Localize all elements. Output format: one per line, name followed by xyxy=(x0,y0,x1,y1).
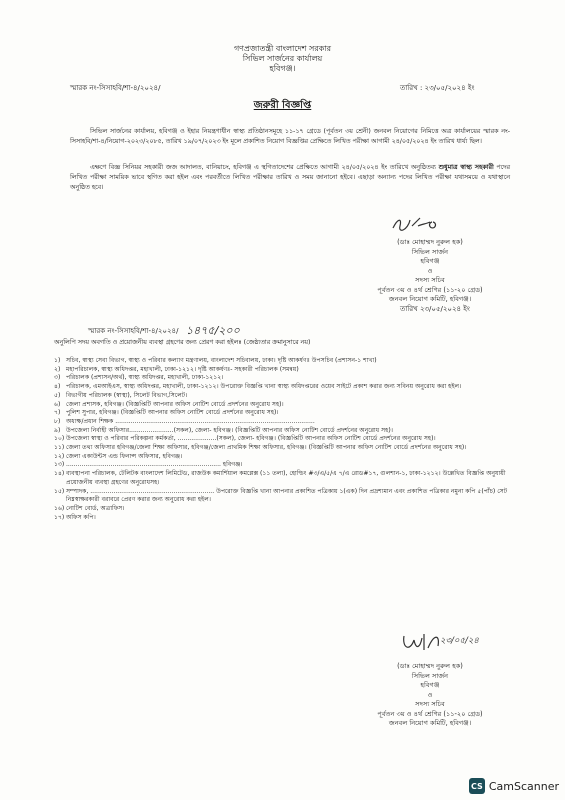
list-item-text: অফিস কপি। xyxy=(66,513,96,521)
list-item xyxy=(54,444,514,453)
list-item-text: সম্পাদক, ................................................................ উপরোক্ত বিজ্ঞপ্তি খানা আপনার প্রকাশিত পত্রিকায় ১(এক) দিন প্রদ্রশ্যমান এবং প্রকাশিত পত্রিকার নমুনা কপি ৫(পাঁচ) সেট নিম্নস্বাক্ষরকারী বরাবরে প্রেরণ করার জন্য অনুরোধ করা হইল। xyxy=(66,487,508,504)
signature-1-committee-2: জনবল নিয়োগ কমিটি, হবিগঞ্জ। xyxy=(388,295,472,303)
list-item-number: ২) xyxy=(54,365,61,373)
list-item-text: উপজেলা নির্বাহী অফিসার.......................(সকল), জেলা- হবিগঞ্জ। (বিজ্ঞপ্তিটি আপনার অফিস নোটিশ বোর্ডে প্রদর্শনের অনুরোধ সহ)। xyxy=(66,426,393,434)
signature-2-committee-2: জনবল নিয়োগ কমিটি, হবিগঞ্জ। xyxy=(388,719,472,727)
signature-2-place: হবিগঞ্জ xyxy=(420,681,440,689)
list-item-text: জেলা একাউন্টস এন্ড ফিনান্স অফিসার, হবিগঞ্জ। xyxy=(66,452,183,460)
list-item-text: পরিচালক (প্রশাসন/অর্থ), স্বাস্থ্য অধিদপ্তর, মহাখালী, ঢাকা-১২১২। xyxy=(66,374,224,382)
camscanner-watermark xyxy=(469,778,559,794)
list-item xyxy=(54,357,514,366)
memo2-handwritten-number: ১৪৭৫/২০০ xyxy=(186,324,240,337)
list-item-number: ৫) xyxy=(54,391,61,399)
list-item-text: মহাপরিচালক, স্বাস্থ্য অধিদপ্তর, মহাখালী, ঢাকা-১২১২। দৃষ্টি আকর্ষণঃ- সহকারী পরিচালক (সমন্বয়) xyxy=(66,365,299,373)
memo-reference: স্মারক নং-সিসাহবি/শা-৪/২০২৪/ xyxy=(70,84,161,92)
memo-date: তারিখ : ২৩/০৫/২০২৪ ইং xyxy=(400,84,475,92)
list-item xyxy=(54,418,514,427)
signature-1-title: সিভিল সার্জন xyxy=(411,247,449,256)
list-item-number: ১৬) xyxy=(54,504,65,512)
header-line-1: গণপ্রজাতন্ত্রী বাংলাদেশ সরকার xyxy=(233,44,332,53)
list-item xyxy=(54,470,514,487)
camscanner-logo-icon: CS xyxy=(469,778,485,794)
signature-1-role: সদস্য সচিব xyxy=(415,276,445,284)
signature-2-role: সদস্য সচিব xyxy=(415,700,445,708)
signature-2-name: (ডাঃ মোহাম্মদ নুরুল হক) xyxy=(397,662,463,670)
list-item-text: ব্যবস্থাপনা পরিচালক, টেলিটক বাংলাদেশ লিমিটেড, রাজউক কমার্শিয়াল কমপ্লেক্স (১১ তলা), হোল্ডিং #৩/এ/৫/এ ৭/এ রোড#১৭, গুলশান-১, ঢাকা-১২১২। উল্লেখিত বিজ্ঞপ্তি অনুযায়ী প্রয়োজনীয় ব্যবস্থা গ্রহণের অনুরোধসহ। xyxy=(66,470,506,486)
memo2-date: তারিখ ২৩/০৫/২০২৪ ইং xyxy=(400,305,470,313)
signature-1-place: হবিগঞ্জ xyxy=(420,257,440,265)
signature-1-committee-1: পূর্বতন ৩য় ও ৪র্থ শ্রেণির (১১-২০ গ্রেড) xyxy=(377,285,483,294)
list-item-text: অধ্যক্ষ/প্রধান শিক্ষক ....................................................................................................... xyxy=(66,417,315,425)
list-item-text: পুলিশ সুপার, হবিগঞ্জ। (বিজ্ঞপ্তিটি আপনার অফিস নোটিশ বোর্ডে প্রদর্শনের অনুরোধ সহ)। xyxy=(66,409,279,417)
list-item-number: ১৩) xyxy=(54,461,65,469)
signature-1-and: ও xyxy=(427,266,433,275)
camscanner-brand: CamScanner xyxy=(488,779,559,793)
header-line-3: হবিগঞ্জ। xyxy=(269,64,296,73)
list-item-number: ১২) xyxy=(54,452,65,460)
paragraph-2: এক্ষণে বিজ্ঞ সিনিয়র সহকারী জজ আদালত, বানিয়াচং, হবিগঞ্জ এ স্থগিতাদেশের প্রেক্ষিতে আগামী ২৪/০৫/২০২৪ ইং তারিখে অনুষ্ঠিতব্য শুধুমাত্র স্বাস্থ্য সহকারী পদের লিখিত পরীক্ষা সাময়িক ভাবে স্থগিত করা হইল এবং পরবর্তীতে লিখিত পরীক্ষার তারিখ ও সময় জানানো হইবে। এছাড়া অন্যান্য পদের লিখিত পরীক্ষা যথাসময়ে ও যথাস্থানে অনুষ্ঠিত হবে। xyxy=(70,164,510,191)
list-item xyxy=(54,505,514,514)
list-item-text: বিভাগীয় পরিচালক (স্বাস্থ্য), সিলেট বিভাগ,সিলেট। xyxy=(66,391,188,399)
list-item-text: সচিব, স্বাস্থ্য সেবা বিভাগ, স্বাস্থ্য ও পরিবার কল্যাণ মন্ত্রণালয়, বাংলাদেশ সচিবালয়, ঢাকা। দৃষ্টি আকর্ষণঃ উপসচিব (প্রশাসন-১ শাখা) xyxy=(66,357,377,364)
list-item-number: ১৫) xyxy=(54,487,65,495)
list-item-number: ১১) xyxy=(54,444,65,452)
list-item-text: উপজেলা স্বাস্থ্য ও পরিবার পরিকল্পনা কর্মকর্তা, ....................(সকল), জেলা- হবিগঞ্জ। (বিজ্ঞপ্তিটি আপনার অফিস নোটিশ বোর্ডে প্রদর্শনের অনুরোধ সহ)। xyxy=(66,435,436,443)
signature-2-handwritten-date: ২৩/০৫/২৪ xyxy=(440,636,479,646)
list-item-text: নোটিশ বোর্ড, অত্রাফিস। xyxy=(66,504,125,512)
list-item-number: ১) xyxy=(54,357,61,364)
list-item-number: ১৭) xyxy=(54,513,65,521)
list-item-text: জেলা তথ্য অফিসার হবিগঞ্জ/জেলা শিক্ষা অফিসার, হবিগঞ্জ/জেলা প্রাথমিক শিক্ষা অফিসার, হবিগঞ্জ। (বিজ্ঞপ্তিটি আপনার অফিস নোটিশ বোর্ডে প্রদর্শনের অনুরোধ সহ)। xyxy=(66,444,467,452)
list-item xyxy=(54,488,514,505)
list-item-number: ৭) xyxy=(54,409,61,417)
list-item-number: ৪) xyxy=(54,383,61,391)
list-item-number: ৮) xyxy=(54,417,61,425)
signature-2-title: সিভিল সার্জন xyxy=(411,671,449,680)
list-item xyxy=(54,401,514,410)
list-item-number: ১৪) xyxy=(54,470,65,478)
memo2-reference: স্মারক নং-সিসাহবি/শা-৪/২০২৪/ xyxy=(88,327,179,335)
paragraph-2-bold: শুধুমাত্র স্বাস্থ্য সহকারী xyxy=(438,164,494,171)
list-item xyxy=(54,514,514,523)
list-item xyxy=(54,392,514,401)
list-item-number: ১০) xyxy=(54,435,65,443)
list-item-number: ৯) xyxy=(54,426,61,434)
header-line-2: সিভিল সার্জনের কার্যালয় xyxy=(242,54,323,63)
signature-2-committee-1: পূর্বতন ৩য় ও ৪র্থ শ্রেণির (১১-২০ গ্রেড) xyxy=(377,709,483,718)
recipient-list xyxy=(54,357,514,522)
list-item-text: পরিচালক, এমআইএস, স্বাস্থ্য অধিদপ্তর, মহাখালী, ঢাকা-১২১২। উপরোক্ত বিজ্ঞপ্তি খানা স্বাস্থ্য অধিদপ্তরের ওয়েব সাইটে প্রকাশ করার জন্য সবিনয় অনুরোধ করা হইল। xyxy=(66,383,462,391)
memo2-intro: অনুলিপি সদয় অবগতি ও প্রয়োজনীয় ব্যবস্থা গ্রহণের জন্য প্রেরণ করা হইলঃ (জেষ্ঠ্যতার ক্রমানুসারে নয়) xyxy=(54,339,311,346)
list-item-text: জেলা প্রশাসক, হবিগঞ্জ। (বিজ্ঞপ্তিটি আপনার অফিস নোটিশ বোর্ডে প্রদর্শনের অনুরোধ সহ)। xyxy=(66,400,284,408)
signature-1-name: (ডাঃ মোহাম্মদ নুরুল হক) xyxy=(397,238,463,246)
signature-1-block xyxy=(330,238,530,305)
signature-2-and: ও xyxy=(427,690,433,699)
paragraph-1: সিভিল সার্জনের কার্যালয়, হবিগঞ্জ ও ইহার নিয়ন্ত্রণাধীন স্বাস্থ্য প্রতিষ্ঠানসমূহে ১১-১৭ গ্রেডে (পূর্বতন ৩য় শ্রেনী) জনবল নিয়োগের নিমিত্তে অত্র কার্যালয়ের স্মারক নং-সিসাহবি/শা-৪/নিয়োগ-২০২৩/২০৮৫, তারিখ ১৯/০৭/২০২৩ ইং মূলে প্রকাশিত নিয়োগ বিজ্ঞপ্তির প্রেক্ষিতে লিখিত পরীক্ষা আগামী ২৪/০৫/২০২৪ ইং তারিখ ধার্য্য ছিল। xyxy=(70,128,510,145)
list-item-text: ................................................................................ হবিগঞ্জ। xyxy=(66,461,243,469)
list-item xyxy=(54,374,514,383)
signature-2-block xyxy=(330,662,530,729)
list-item-number: ৬) xyxy=(54,400,61,408)
list-item xyxy=(54,435,514,444)
notice-title: জরুরী বিজ্ঞপ্তি xyxy=(253,100,312,111)
list-item xyxy=(54,461,514,470)
list-item xyxy=(54,383,514,392)
signature-1-image xyxy=(390,214,440,234)
list-item xyxy=(54,409,514,418)
list-item-number: ৩) xyxy=(54,374,61,382)
list-item xyxy=(54,453,514,462)
